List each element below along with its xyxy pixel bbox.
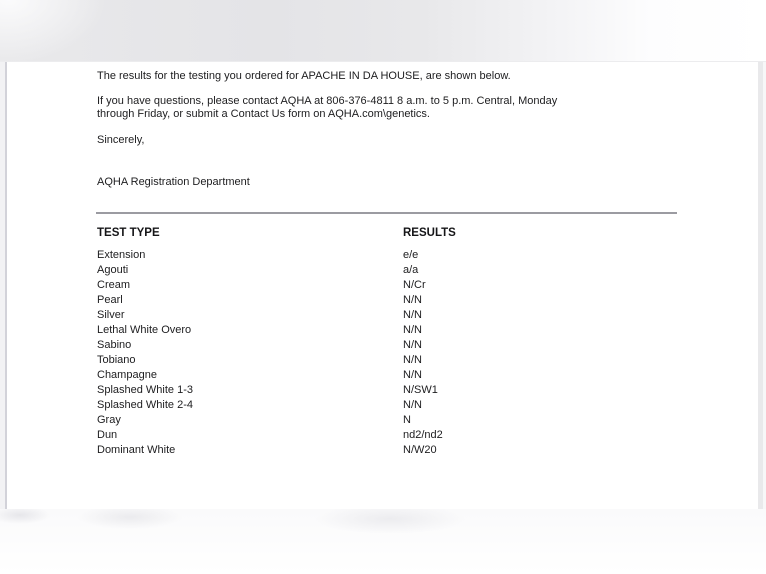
test-type-cell: Extension xyxy=(97,248,146,261)
test-type-cell: Agouti xyxy=(97,263,129,276)
test-type-cell: Gray xyxy=(97,413,121,426)
test-type-cell: Tobiano xyxy=(97,353,136,366)
table-row xyxy=(97,368,697,383)
contact-paragraph-line-2: through Friday, or submit a Contact Us form on AQHA.com\genetics. xyxy=(97,108,430,120)
results-rows xyxy=(97,248,697,458)
table-row xyxy=(97,263,697,278)
test-type-cell: Sabino xyxy=(97,338,132,351)
test-type-cell: Lethal White Overo xyxy=(97,323,192,336)
table-row xyxy=(97,413,697,428)
result-cell: N/N xyxy=(403,353,422,366)
blurred-photo-edge-right xyxy=(757,62,766,509)
table-row xyxy=(97,248,697,263)
blurred-photo-edge-top xyxy=(0,0,766,62)
contact-paragraph-line-1: If you have questions, please contact AQHA at 806-376-4811 8 a.m. to 5 p.m. Central, Monday xyxy=(97,94,558,107)
test-type-cell: Silver xyxy=(97,308,125,321)
table-row xyxy=(97,383,697,398)
table-row xyxy=(97,428,697,443)
table-row xyxy=(97,323,697,338)
table-row xyxy=(97,353,697,368)
table-row xyxy=(97,338,697,353)
test-type-cell: Pearl xyxy=(97,293,123,306)
result-cell: N/N xyxy=(403,368,422,381)
column-header-results: RESULTS xyxy=(403,226,456,239)
table-row xyxy=(97,278,697,293)
result-cell: N xyxy=(403,413,411,426)
test-type-cell: Champagne xyxy=(97,368,157,381)
results-table-header xyxy=(97,226,697,240)
result-cell: N/W20 xyxy=(403,443,437,456)
table-row xyxy=(97,308,697,323)
test-type-cell: Splashed White 2-4 xyxy=(97,398,193,411)
test-type-cell: Splashed White 1-3 xyxy=(97,383,193,396)
test-type-cell: Dominant White xyxy=(97,443,176,456)
letter-content xyxy=(97,62,697,458)
table-row xyxy=(97,398,697,413)
contact-paragraph xyxy=(97,95,697,122)
section-divider xyxy=(96,212,677,214)
result-cell: N/SW1 xyxy=(403,383,438,396)
result-cell: N/N xyxy=(403,293,422,306)
column-header-test-type: TEST TYPE xyxy=(97,226,160,239)
result-cell: N/N xyxy=(403,323,422,336)
result-cell: nd2/nd2 xyxy=(403,428,443,441)
result-cell: N/Cr xyxy=(403,278,426,291)
test-type-cell: Dun xyxy=(97,428,118,441)
result-cell: N/N xyxy=(403,398,422,411)
letter-document xyxy=(7,62,758,509)
result-cell: N/N xyxy=(403,308,422,321)
table-row xyxy=(97,443,697,458)
result-cell: a/a xyxy=(403,263,419,276)
results-table xyxy=(97,226,697,458)
table-row xyxy=(97,293,697,308)
result-cell: N/N xyxy=(403,338,422,351)
signature-text: AQHA Registration Department xyxy=(97,176,250,188)
test-type-cell: Cream xyxy=(97,278,131,291)
result-cell: e/e xyxy=(403,248,419,261)
closing-text: Sincerely, xyxy=(97,133,145,146)
blurred-photo-edge-bottom xyxy=(0,509,766,574)
intro-paragraph: The results for the testing you ordered for APACHE IN DA HOUSE, are shown below. xyxy=(97,70,511,82)
